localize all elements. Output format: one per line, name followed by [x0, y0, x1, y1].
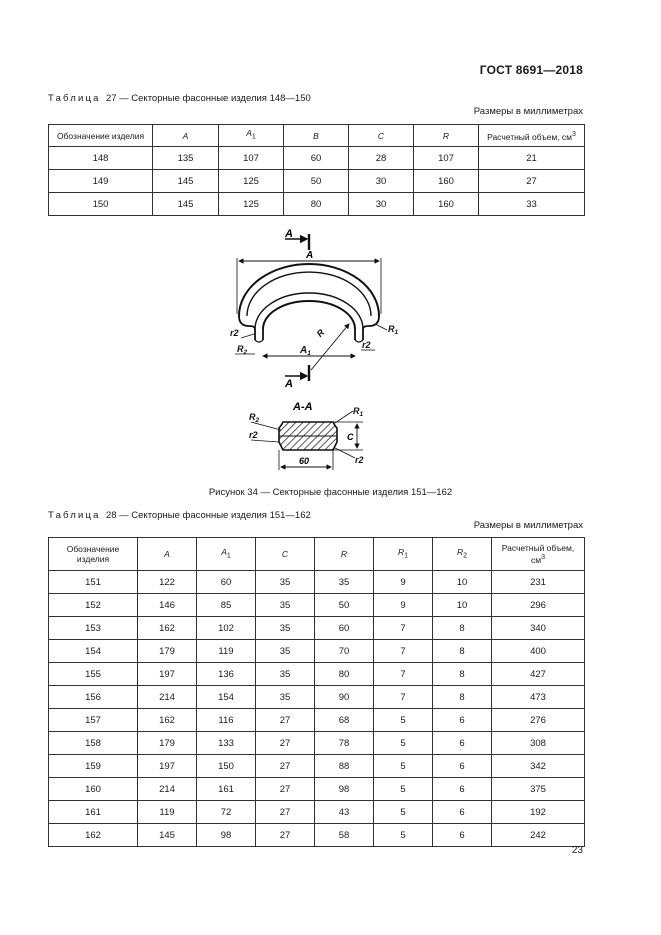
section-mark-top-label: A: [285, 228, 293, 240]
table-27-caption: [48, 93, 311, 104]
header-designation: Обозначение изделия: [49, 125, 153, 147]
table-cell: 154: [197, 686, 256, 709]
table-cell: 27: [256, 824, 315, 847]
table-cell: 6: [433, 778, 492, 801]
table-cell: 60: [284, 147, 349, 170]
section-mark-bottom-label: A: [285, 378, 293, 390]
table-28-caption: [48, 510, 311, 521]
header-designation: Обозначение изделия: [49, 538, 138, 571]
table-cell: 133: [197, 732, 256, 755]
table-cell: 125: [219, 193, 284, 216]
table-cell: 150: [49, 193, 153, 216]
table-cell: 162: [138, 709, 197, 732]
label-60: 60: [299, 456, 310, 466]
header-volume: Расчетный объем, $см^3$: [479, 125, 585, 147]
section-view: [249, 401, 364, 470]
table-cell: 35: [256, 594, 315, 617]
table-28: [48, 537, 585, 847]
table-cell: 6: [433, 732, 492, 755]
table-cell: 197: [138, 755, 197, 778]
header-a1: $A_1$: [219, 125, 284, 147]
table-cell: 35: [315, 571, 374, 594]
table-cell: 145: [153, 193, 219, 216]
page-number: 23: [571, 845, 583, 856]
table-28-caption-prefix: Таблица: [48, 510, 101, 521]
section-title: A-A: [293, 401, 313, 413]
table-row: [49, 640, 585, 663]
table-cell: 150: [197, 755, 256, 778]
header-r2: $R_2$: [433, 538, 492, 571]
table-row: [49, 147, 585, 170]
label-r2-right: r2: [362, 340, 371, 350]
table-cell: 78: [315, 732, 374, 755]
table-cell: 158: [49, 732, 138, 755]
table-cell: 35: [256, 663, 315, 686]
table-row: [49, 193, 585, 216]
table-cell: 152: [49, 594, 138, 617]
header-c: C: [349, 125, 414, 147]
table-cell: 90: [315, 686, 374, 709]
table-cell: 107: [219, 147, 284, 170]
table-cell: 68: [315, 709, 374, 732]
table-cell: 179: [138, 732, 197, 755]
table-cell: 33: [479, 193, 585, 216]
dimension-a: [237, 250, 381, 314]
section-label-r1: $R_1$: [353, 406, 364, 418]
table-cell: 27: [256, 755, 315, 778]
table-cell: 43: [315, 801, 374, 824]
table-cell: 9: [374, 594, 433, 617]
label-r1: $R_1$: [388, 324, 399, 336]
table-cell: 7: [374, 663, 433, 686]
table-cell: 400: [492, 640, 585, 663]
table-cell: 21: [479, 147, 585, 170]
table-28-units: Размеры в миллиметрах: [473, 520, 583, 531]
table-cell: 427: [492, 663, 585, 686]
table-cell: 8: [433, 617, 492, 640]
table-cell: 30: [349, 170, 414, 193]
table-cell: 7: [374, 640, 433, 663]
table-cell: 98: [197, 824, 256, 847]
table-cell: 145: [138, 824, 197, 847]
table-cell: 148: [49, 147, 153, 170]
label-c: C: [347, 432, 354, 442]
table-cell: 98: [315, 778, 374, 801]
table-cell: 192: [492, 801, 585, 824]
header-volume: Расчетный объем, $см^3$: [492, 538, 585, 571]
table-28-caption-text: 28 — Секторные фасонные изделия 151—162: [105, 510, 311, 521]
table-cell: 27: [256, 801, 315, 824]
table-cell: 58: [315, 824, 374, 847]
table-cell: 5: [374, 709, 433, 732]
table-cell: 375: [492, 778, 585, 801]
table-cell: 151: [49, 571, 138, 594]
table-cell: 153: [49, 617, 138, 640]
table-cell: 27: [256, 732, 315, 755]
table-cell: 119: [197, 640, 256, 663]
table-cell: 6: [433, 709, 492, 732]
table-cell: 159: [49, 755, 138, 778]
figure-caption: Рисунок 34 — Секторные фасонные изделия 151—162: [208, 487, 453, 498]
table-cell: 85: [197, 594, 256, 617]
header-c: C: [256, 538, 315, 571]
table-cell: 146: [138, 594, 197, 617]
table-cell: 119: [138, 801, 197, 824]
table-cell: 340: [492, 617, 585, 640]
table-row: [49, 686, 585, 709]
table-cell: 10: [433, 571, 492, 594]
table-cell: 7: [374, 617, 433, 640]
table-header-row: [49, 125, 585, 147]
table-row: [49, 732, 585, 755]
table-cell: 60: [315, 617, 374, 640]
table-cell: 161: [197, 778, 256, 801]
table-cell: 296: [492, 594, 585, 617]
table-cell: 160: [414, 170, 479, 193]
table-row: [49, 755, 585, 778]
table-cell: 10: [433, 594, 492, 617]
table-cell: 197: [138, 663, 197, 686]
table-row: [49, 170, 585, 193]
table-cell: 50: [284, 170, 349, 193]
table-cell: 154: [49, 640, 138, 663]
table-cell: 155: [49, 663, 138, 686]
table-cell: 342: [492, 755, 585, 778]
header-a: A: [153, 125, 219, 147]
table-row: [49, 663, 585, 686]
table-cell: 162: [49, 824, 138, 847]
table-cell: 70: [315, 640, 374, 663]
table-cell: 5: [374, 778, 433, 801]
document-id: ГОСТ 8691—2018: [479, 63, 583, 77]
table-row: [49, 571, 585, 594]
table-cell: 242: [492, 824, 585, 847]
table-cell: 8: [433, 686, 492, 709]
table-cell: 135: [153, 147, 219, 170]
table-cell: 6: [433, 824, 492, 847]
table-cell: 149: [49, 170, 153, 193]
table-row: [49, 617, 585, 640]
table-cell: 27: [256, 778, 315, 801]
sector-outline: [239, 264, 379, 342]
table-cell: 102: [197, 617, 256, 640]
table-cell: 8: [433, 640, 492, 663]
table-cell: 116: [197, 709, 256, 732]
table-cell: 125: [219, 170, 284, 193]
table-cell: 107: [414, 147, 479, 170]
table-cell: 162: [138, 617, 197, 640]
header-b: B: [284, 125, 349, 147]
table-cell: 80: [284, 193, 349, 216]
table-cell: 35: [256, 686, 315, 709]
table-27-units: Размеры в миллиметрах: [473, 106, 583, 117]
table-cell: 231: [492, 571, 585, 594]
table-27-caption-text: 27 — Секторные фасонные изделия 148—150: [105, 93, 311, 104]
table-cell: 6: [433, 801, 492, 824]
table-cell: 30: [349, 193, 414, 216]
table-27-caption-prefix: Таблица: [48, 93, 101, 104]
section-mark-top: [284, 228, 309, 250]
table-cell: 5: [374, 755, 433, 778]
table-cell: 27: [479, 170, 585, 193]
table-cell: 214: [138, 778, 197, 801]
table-cell: 160: [414, 193, 479, 216]
table-cell: 50: [315, 594, 374, 617]
table-cell: 8: [433, 663, 492, 686]
table-cell: 5: [374, 732, 433, 755]
table-cell: 308: [492, 732, 585, 755]
table-row: [49, 709, 585, 732]
header-a: A: [138, 538, 197, 571]
table-cell: 35: [256, 640, 315, 663]
table-cell: 160: [49, 778, 138, 801]
table-cell: 157: [49, 709, 138, 732]
table-cell: 6: [433, 755, 492, 778]
section-label-r2cap: $R_2$: [249, 412, 260, 424]
table-cell: 80: [315, 663, 374, 686]
section-label-r2-bottom: r2: [355, 455, 364, 465]
dimension-a-label: A: [306, 250, 314, 261]
table-cell: 214: [138, 686, 197, 709]
table-cell: 5: [374, 801, 433, 824]
table-row: [49, 778, 585, 801]
table-cell: 72: [197, 801, 256, 824]
table-row: [49, 594, 585, 617]
table-header-row: [49, 538, 585, 571]
table-cell: 179: [138, 640, 197, 663]
header-a1: $A_1$: [197, 538, 256, 571]
table-cell: 60: [197, 571, 256, 594]
table-cell: 27: [256, 709, 315, 732]
table-row: [49, 801, 585, 824]
table-cell: 276: [492, 709, 585, 732]
label-a1: $A_1$: [300, 345, 311, 357]
table-cell: 35: [256, 617, 315, 640]
table-cell: 473: [492, 686, 585, 709]
table-cell: 28: [349, 147, 414, 170]
table-cell: 145: [153, 170, 219, 193]
table-cell: 122: [138, 571, 197, 594]
table-row: [49, 824, 585, 847]
table-27: [48, 124, 585, 216]
figure-34-drawing: [225, 224, 415, 474]
label-r2-cap: $R_2$: [237, 344, 248, 356]
header-r: R: [414, 125, 479, 147]
table-cell: 88: [315, 755, 374, 778]
section-mark-bottom: [284, 365, 309, 390]
section-label-r2: r2: [249, 430, 258, 440]
label-r2-left: r2: [230, 328, 239, 338]
label-r: R: [314, 327, 327, 339]
table-cell: 9: [374, 571, 433, 594]
table-cell: 35: [256, 571, 315, 594]
table-cell: 7: [374, 686, 433, 709]
header-r: R: [315, 538, 374, 571]
table-cell: 161: [49, 801, 138, 824]
header-r1: $R_1$: [374, 538, 433, 571]
table-cell: 5: [374, 824, 433, 847]
table-cell: 156: [49, 686, 138, 709]
table-cell: 136: [197, 663, 256, 686]
